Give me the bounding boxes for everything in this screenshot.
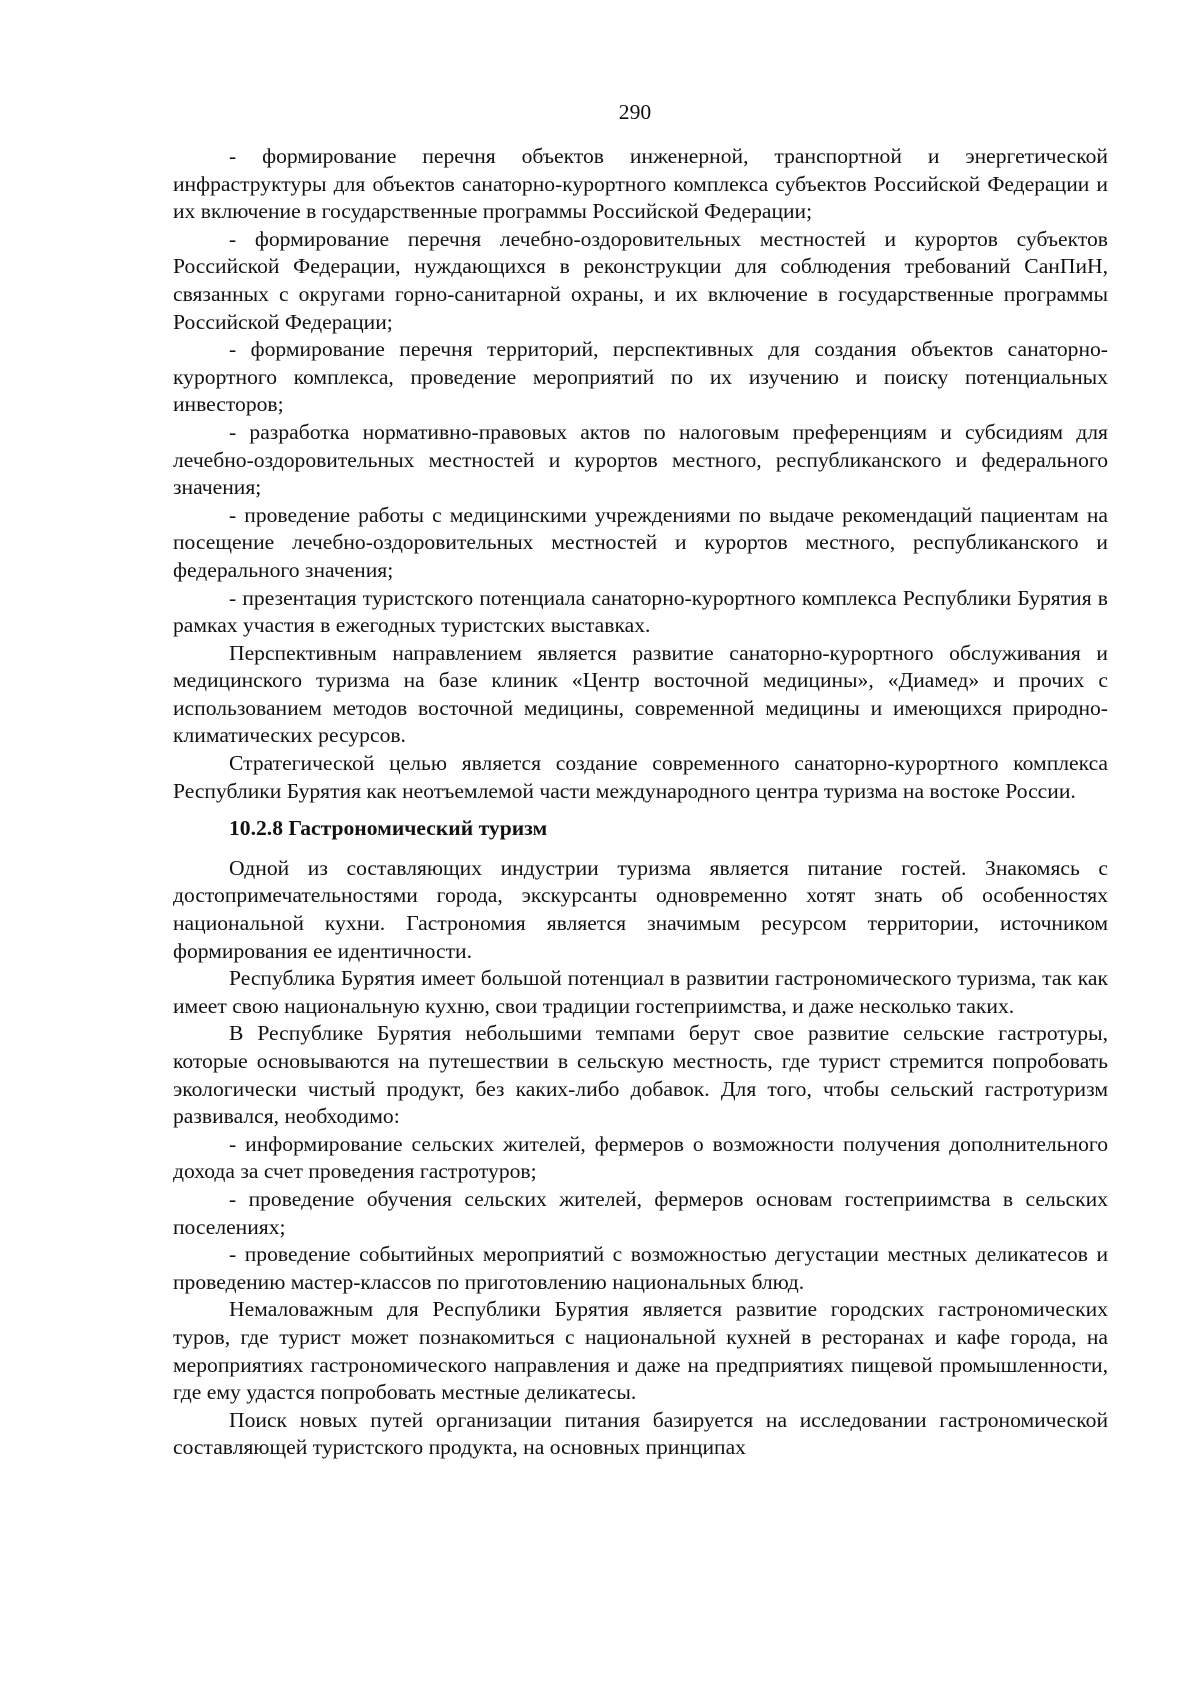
paragraph: - информирование сельских жителей, фермеров о возможности получения дополнительного дохода за счет проведения гастротуров; — [173, 1131, 1108, 1184]
paragraph: Одной из составляющих индустрии туризма является питание гостей. Знакомясь с достопримечательностями города, экскурсанты одновременно хотят знать об особенностях национальной кухни. Гастрономия является значимым ресурсом территории, источником формирования ее идентичности. — [173, 855, 1108, 963]
paragraph: - формирование перечня объектов инженерной, транспортной и энергетической инфраструктуры для объектов санаторно-курортного комплекса субъектов Российской Федерации и их включение в государственные программы Российской Федерации; — [173, 144, 1108, 224]
paragraph: - проведение обучения сельских жителей, фермеров основам гостеприимства в сельских поселениях; — [173, 1186, 1108, 1239]
paragraph: - презентация туристского потенциала санаторно-курортного комплекса Республики Бурятия в рамках участия в ежегодных туристских выставках. — [173, 585, 1108, 638]
paragraph: Поиск новых путей организации питания базируется на исследовании гастрономической составляющей туристского продукта, на основных принципах — [173, 1407, 1108, 1460]
paragraph: В Республике Бурятия небольшими темпами берут свое развитие сельские гастротуры, которые основываются на путешествии в сельскую местность, где турист стремится попробовать экологически чистый продукт, без каких-либо добавок. Для того, чтобы сельский гастротуризм развивался, необходимо: — [173, 1021, 1108, 1129]
paragraph: - проведение событийных мероприятий с возможностью дегустации местных деликатесов и проведению мастер-классов по приготовлению национальных блюд. — [173, 1242, 1108, 1294]
document-body — [173, 143, 1108, 1462]
paragraph: - формирование перечня территорий, перспективных для создания объектов санаторно-курортного комплекса, проведение мероприятий по их изучению и поиску потенциальных инвесторов; — [173, 337, 1108, 417]
paragraph: Немаловажным для Республики Бурятия является развитие городских гастрономических туров, где турист может познакомиться с национальной кухней в ресторанах и кафе города, на мероприятиях гастрономического направления и даже на предприятиях пищевой промышленности, где ему удастся попробовать местные деликатесы. — [173, 1297, 1108, 1405]
paragraph: - формирование перечня лечебно-оздоровительных местностей и курортов субъектов Российской Федерации, нуждающихся в реконструкции для соблюдения требований СанПиН, связанных с округами горно-санитарной охраны, и их включение в государственные программы Российской Федерации; — [173, 226, 1108, 334]
paragraph: - разработка нормативно-правовых актов по налоговым преференциям и субсидиям для лечебно-оздоровительных местностей и курортов местного, республиканского и федерального значения; — [173, 419, 1108, 500]
paragraph: Перспективным направлением является развитие санаторно-курортного обслуживания и медицинского туризма на базе клиник «Центр восточной медицины», «Диамед» и прочих с использованием методов восточной медицины, современной медицины и имеющихся природно-климатических ресурсов. — [173, 640, 1108, 748]
paragraph: Стратегической целью является создание современного санаторно-курортного комплекса Республики Бурятия как неотъемлемой части международного центра туризма на востоке России. — [173, 751, 1108, 803]
paragraph: - проведение работы с медицинскими учреждениями по выдаче рекомендаций пациентам на посещение лечебно-оздоровительных местностей и курортов местного, республиканского и федерального значения; — [173, 502, 1108, 582]
paragraph: Республика Бурятия имеет большой потенциал в развитии гастрономического туризма, так как имеет свою национальную кухню, свои традиции гостеприимства, и даже несколько таких. — [173, 966, 1108, 1018]
section-heading: 10.2.8 Гастрономический туризм — [229, 816, 548, 841]
page-number: 290 — [618, 100, 652, 124]
